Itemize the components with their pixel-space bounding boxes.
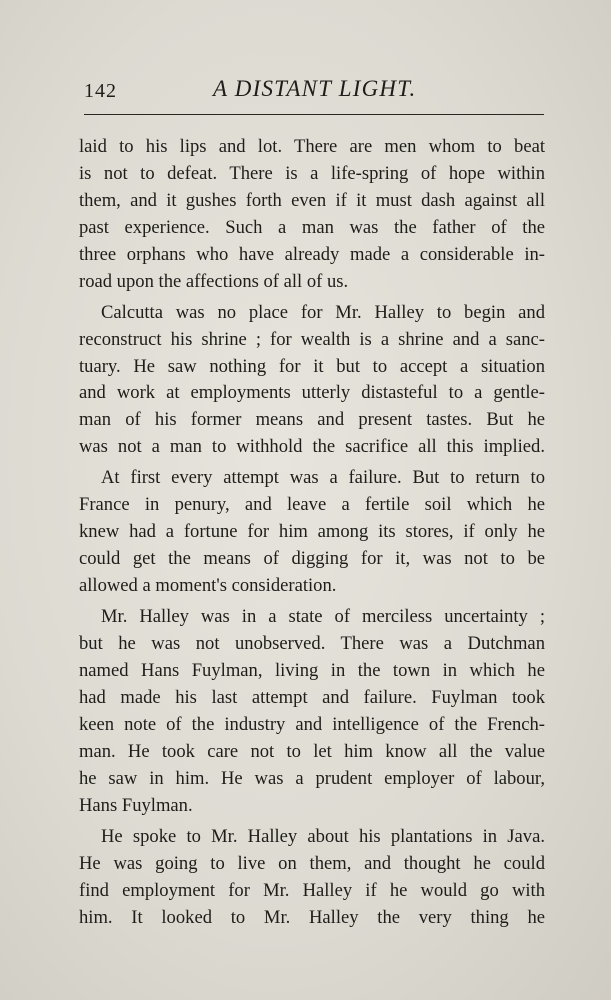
text-line: three orphans who have already made a considerable in- [79, 243, 545, 265]
text-line: Calcutta was no place for Mr. Halley to begin and [101, 301, 545, 323]
text-line: is not to defeat. There is a life-spring of hope within [79, 162, 545, 184]
text-line: could get the means of digging for it, was not to be [79, 548, 545, 570]
body-text [79, 134, 545, 936]
page-header [84, 74, 544, 110]
text-line: He was going to live on them, and thought he could [79, 852, 545, 874]
running-head: A DISTANT LIGHT. [213, 76, 417, 101]
text-line: keen note of the industry and intelligence of the French- [79, 713, 545, 735]
text-line: reconstruct his shrine ; for wealth is a shrine and a sanc- [79, 328, 545, 350]
paragraph-4 [79, 604, 545, 819]
text-line: him. It looked to Mr. Halley the very thing he [79, 906, 545, 928]
text-line: He spoke to Mr. Halley about his plantations in Java. [101, 825, 545, 847]
text-line: Hans Fuylman. [79, 794, 193, 816]
header-rule [84, 114, 544, 115]
text-line: find employment for Mr. Halley if he would go with [79, 879, 545, 901]
text-line: knew had a fortune for him among its stores, if only he [79, 521, 545, 543]
text-line: named Hans Fuylman, living in the town in which he [79, 660, 545, 682]
paragraph-1 [79, 134, 545, 295]
text-line: road upon the affections of all of us. [79, 270, 349, 292]
paragraph-5 [79, 824, 545, 932]
text-line: laid to his lips and lot. There are men whom to beat [79, 136, 545, 157]
text-line: and work at employments utterly distasteful to a gentle- [79, 382, 545, 404]
text-line: was not a man to withhold the sacrifice all this implied. [79, 436, 545, 458]
text-line: allowed a moment's consideration. [79, 575, 337, 597]
text-line: them, and it gushes forth even if it must dash against all [79, 189, 545, 211]
text-line: At first every attempt was a failure. But to return to [101, 467, 545, 489]
text-line: had made his last attempt and failure. Fuylman took [79, 687, 545, 709]
page-number: 142 [84, 80, 117, 102]
text-line: France in penury, and leave a fertile soil which he [79, 494, 545, 516]
text-line: man of his former means and present tastes. But he [79, 409, 545, 431]
text-line: man. He took care not to let him know all the value [79, 740, 545, 762]
text-line: Mr. Halley was in a state of merciless uncertainty ; [101, 606, 545, 628]
text-line: but he was not unobserved. There was a Dutchman [79, 633, 545, 655]
paragraph-2 [79, 300, 545, 461]
text-line: tuary. He saw nothing for it but to accept a situation [79, 355, 545, 377]
text-line: past experience. Such a man was the father of the [79, 216, 545, 238]
text-line: he saw in him. He was a prudent employer of labour, [79, 767, 545, 789]
paragraph-3 [79, 465, 545, 600]
